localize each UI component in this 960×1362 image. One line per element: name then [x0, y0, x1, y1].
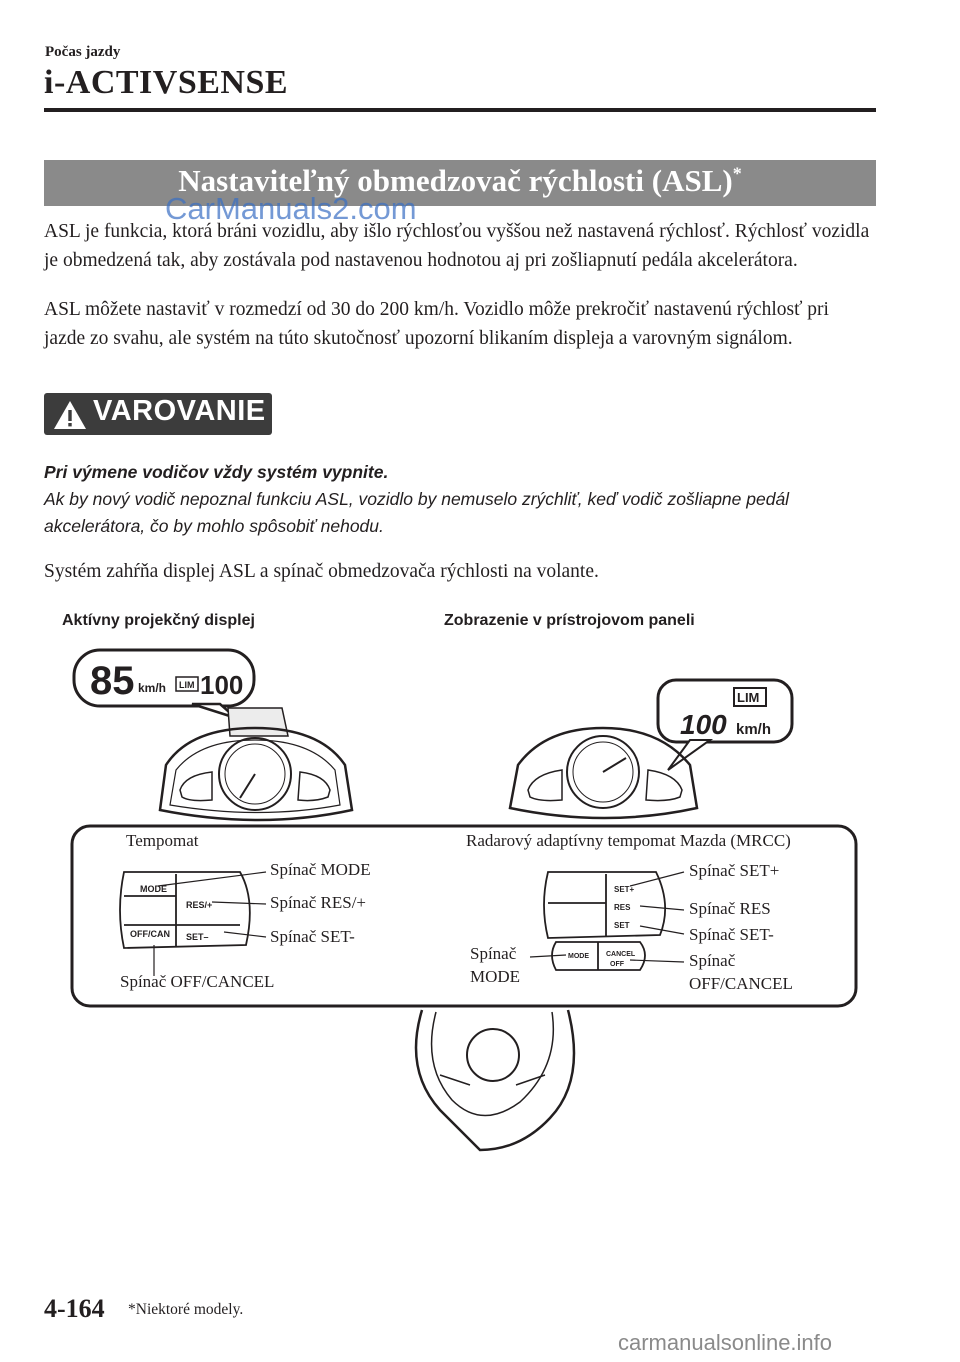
system-paragraph: Systém zahŕňa displej ASL a spínač obmedzovača rýchlosti na volante.	[44, 561, 599, 582]
callout-res-switch: Spínač RES/+	[270, 893, 367, 912]
cluster-lim: LIM	[737, 690, 760, 705]
callout-mrcc-mode-line2: MODE	[470, 967, 521, 986]
steering-wheel	[416, 1010, 574, 1150]
section-label: Počas jazdy	[45, 44, 121, 60]
page-title-text: Nastaviteľný obmedzovač rýchlosti (ASL)	[178, 163, 733, 198]
pod-res-label: RES/+	[186, 900, 213, 910]
left-instrument-cluster	[160, 728, 352, 820]
cluster-display-bubble	[658, 680, 792, 770]
hud-caption: Aktívny projekčný displej	[62, 612, 255, 629]
callout-mrcc-off-line1: Spínač	[689, 951, 736, 970]
hud-speed: 85	[90, 659, 135, 703]
range-paragraph: ASL môžete nastaviť v rozmedzí od 30 do 200 km/h. Vozidlo môže prekročiť nastavenú rýchlosť pri jazde zo svahu, ale systém na túto skutočnosť upozorní blikaním displeja a varovným signálom.	[44, 299, 829, 349]
pod-mode-label: MODE	[140, 884, 167, 894]
hud-set-speed: 100	[200, 670, 244, 700]
mrcc-res-label: RES	[614, 903, 631, 912]
watermark-bottom: carmanualsonline.info	[618, 1330, 833, 1355]
warning-label: VAROVANIE	[93, 395, 266, 427]
hud-lim: LIM	[179, 680, 195, 690]
mrcc-off-label: OFF	[610, 961, 624, 968]
callout-mrcc-mode-line1: Spínač	[470, 944, 517, 963]
cruise-title: Tempomat	[126, 831, 199, 850]
page-number: 4-164	[44, 1294, 105, 1323]
warning-bold-line: Pri výmene vodičov vždy systém vypnite.	[44, 462, 389, 482]
callout-offcancel-switch: Spínač OFF/CANCEL	[120, 972, 275, 991]
pod-set-label: SET–	[186, 932, 209, 942]
watermark-top: CarManuals2.com	[165, 191, 417, 226]
cluster-unit: km/h	[736, 721, 772, 738]
footnote: *Niektoré modely.	[128, 1301, 244, 1318]
callout-mrcc-off-line2: OFF/CANCEL	[689, 974, 793, 993]
callout-mrcc-res: Spínač RES	[689, 899, 771, 918]
cluster-caption: Zobrazenie v prístrojovom paneli	[444, 612, 695, 629]
callout-mrcc-set-minus: Spínač SET-	[689, 925, 774, 944]
mrcc-title: Radarový adaptívny tempomat Mazda (MRCC)	[466, 831, 791, 850]
title-asterisk: *	[732, 163, 742, 184]
mrcc-cancel-label: CANCEL	[606, 951, 636, 958]
cluster-speed: 100	[680, 709, 727, 740]
pod-offcan-label: OFF/CAN	[130, 929, 170, 939]
mrcc-set-label: SET	[614, 921, 630, 930]
mrcc-mode-label: MODE	[568, 953, 589, 960]
hud-display-bubble	[74, 650, 254, 718]
intro-paragraph: ASL je funkcia, ktorá bráni vozidlu, aby išlo rýchlosťou vyššou než nastavená rýchlosť. Rýchlosť vozidla je obmedzená tak, aby zostávala pod nastavenou hodnotou aj pri zošliapnutí pedála akcelerátora.	[44, 221, 870, 271]
chapter-title: i-ACTIVSENSE	[44, 64, 289, 101]
callout-mrcc-setplus: Spínač SET+	[689, 861, 780, 880]
warning-text: Ak by nový vodič nepoznal funkciu ASL, vozidlo by nemuselo zrýchliť, keď vodič zošliapne pedál akcelerátora, čo by mohlo spôsobiť nehodu.	[44, 489, 790, 536]
mrcc-setplus-label: SET+	[614, 885, 635, 894]
callout-mode-switch: Spínač MODE	[270, 860, 371, 879]
hud-unit: km/h	[138, 681, 167, 695]
callout-set-minus-switch: Spínač SET-	[270, 927, 355, 946]
